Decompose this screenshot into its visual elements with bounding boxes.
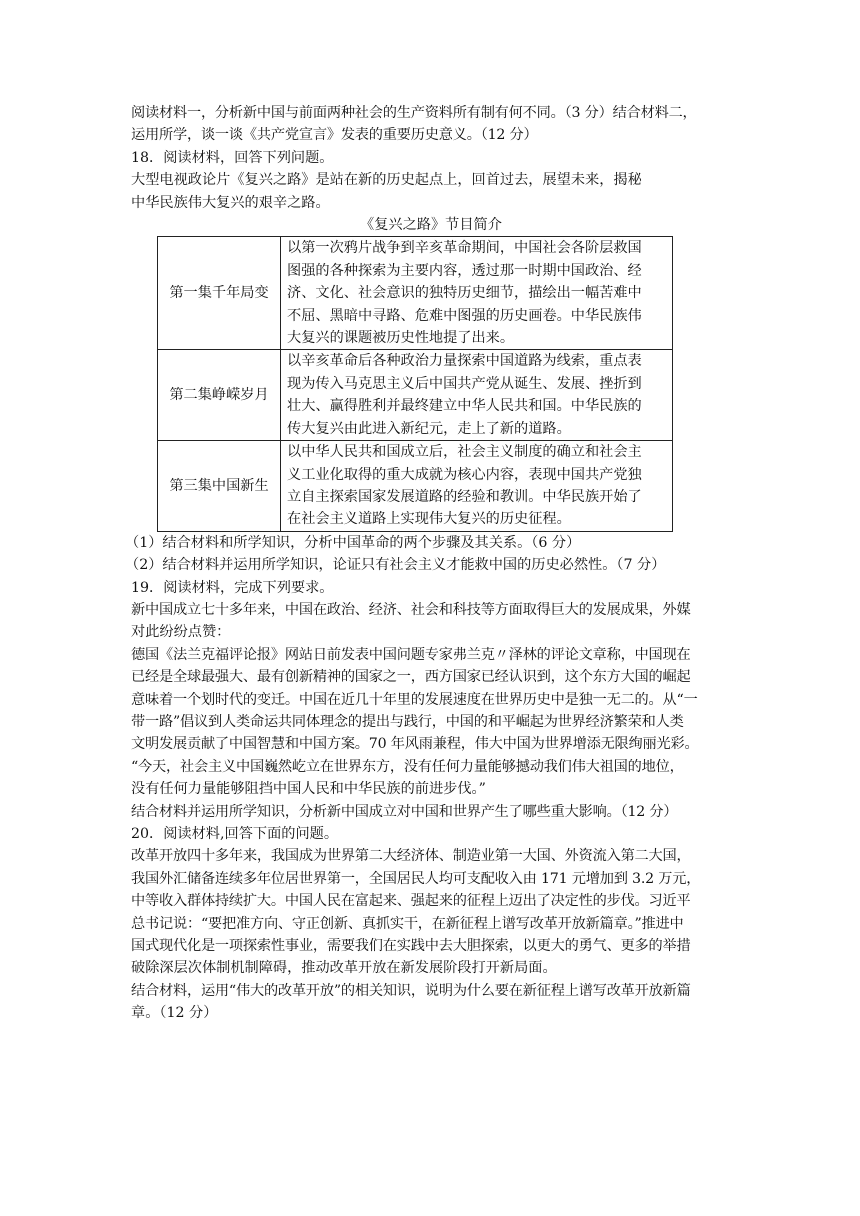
q20-question: 章。（12 分）	[131, 1005, 218, 1022]
q19-line: 没有任何力量能够阻挡中国人民和中华民族的前进步伐。”	[131, 781, 486, 798]
q18-sub-question-2: （2）结合材料并运用所学知识，论证只有社会主义才能救中国的历史必然性。（7 分）	[125, 557, 666, 574]
description-line: 济、文化、社会意识的独特历史细节，描绘出一幅苦难中	[287, 285, 642, 302]
program-intro-table	[157, 236, 673, 531]
q20-line: 总书记说：“要把准方向、守正创新、真抓实干，在新征程上谱写改革开放新篇章。”推进中	[131, 915, 684, 932]
description-line: 不屈、黑暗中寻路、危难中图强的历史画卷。中华民族伟	[287, 307, 642, 324]
table-row	[158, 237, 673, 350]
q19-line: “今天，社会主义中国巍然屹立在世界东方，没有任何力量能够撼动我们伟大祖国的地位，	[131, 758, 684, 775]
description-line: 图强的各种探索为主要内容，透过那一时期中国政治、经	[287, 262, 642, 279]
q18-line-1: 大型电视政论片《复兴之路》是站在新的历史起点上，回首过去，展望未来，揭秘	[131, 172, 642, 189]
description-line: 以中华人民共和国成立后，社会主义制度的确立和社会主	[287, 444, 642, 461]
episode-name: 第二集峥嵘岁月	[158, 350, 281, 441]
description-line: 立自主探索国家发展道路的经验和教训。中华民族开始了	[287, 488, 642, 505]
q18-line-2: 中华民族伟大复兴的艰辛之路。	[131, 194, 330, 211]
episode-description	[281, 350, 673, 441]
q20-line: 我国外汇储备连续多年位居世界第一，全国居民人均可支配收入由 171 元增加到 3.2 万元，	[131, 870, 701, 887]
q20-heading: 20．阅读材料,回答下面的问题。	[131, 826, 339, 842]
q20-line: 改革开放四十多年来，我国成为世界第二大经济体、制造业第一大国、外资流入第二大国，	[131, 848, 691, 865]
description-line: 传大复兴由此进入新纪元，走上了新的道路。	[287, 420, 571, 437]
q19-line: 德国《法兰克福评论报》网站日前发表中国问题专家弗兰克〃泽林的评论文章称，中国现在	[131, 646, 691, 663]
q20-line: 破除深层次体制机制障碍，推动改革开放在新发展阶段打开新局面。	[131, 960, 557, 977]
intro-line-1: 阅读材料一，分析新中国与前面两种社会的生产资料所有制有何不同。（3 分）结合材料二，	[131, 105, 697, 121]
q19-line: 意味着一个划时代的变迁。中国在近几十年里的发展速度在世界历史中是独一无二的。从“一	[131, 691, 698, 708]
table-row	[158, 350, 673, 441]
q19-line: 文明发展贡献了中国智慧和中国方案。70 年风雨兼程，伟大中国为世界增添无限绚丽光彩。	[131, 736, 699, 753]
description-line: 壮大、赢得胜利并最终建立中华人民共和国。中华民族的	[287, 398, 642, 415]
table-title: 《复兴之路》节目简介	[360, 217, 502, 234]
description-line: 在社会主义道路上实现伟大复兴的历史征程。	[287, 511, 571, 528]
q20-question: 结合材料，运用“伟大的改革开放”的相关知识，说明为什么要在新征程上谱写改革开放新篇	[131, 982, 691, 999]
q20-line: 国式现代化是一项探索性事业，需要我们在实践中去大胆探索，以更大的勇气、更多的举措	[131, 938, 691, 955]
description-line: 义工业化取得的重大成就为核心内容，表现中国共产党独	[287, 466, 642, 483]
description-line: 现为传入马克思主义后中国共产党从诞生、发展、挫折到	[287, 375, 642, 392]
description-line: 大复兴的课题被历史性地提了出来。	[287, 330, 515, 347]
episode-name: 第一集千年局变	[158, 237, 281, 350]
description-line: 以第一次鸦片战争到辛亥革命期间，中国社会各阶层救国	[287, 240, 642, 257]
episode-name: 第三集中国新生	[158, 441, 281, 532]
q20-line: 中等收入群体持续扩大。中国人民在富起来、强起来的征程上迈出了决定性的步伐。习近平	[131, 893, 691, 910]
table-row	[158, 441, 673, 532]
q18-heading: 18．阅读材料，回答下列问题。	[131, 149, 334, 166]
q19-heading: 19．阅读材料，完成下列要求。	[131, 579, 334, 596]
q19-line: 带一路”倡议到人类命运共同体理念的提出与践行，中国的和平崛起为世界经济繁荣和人类	[131, 713, 684, 730]
document-page	[125, 102, 731, 1025]
q19-line: 对此纷纷点赞：	[131, 624, 231, 641]
description-line: 以辛亥革命后各种政治力量探索中国道路为线索，重点表	[287, 353, 642, 370]
intro-line-2: 运用所学，谈一谈《共产党宣言》发表的重要历史意义。（12 分）	[131, 127, 538, 144]
episode-description	[281, 441, 673, 532]
q19-question: 结合材料并运用所学知识，分析新中国成立对中国和世界产生了哪些重大影响。（12 分）	[131, 803, 678, 820]
q18-sub-question-1: （1）结合材料和所学知识，分析中国革命的两个步骤及其关系。（6 分）	[125, 534, 581, 551]
q19-line: 已经是全球最强大、最有创新精神的国家之一，西方国家已经认识到，这个东方大国的崛起	[131, 669, 691, 686]
episode-description	[281, 237, 673, 350]
q19-line: 新中国成立七十多年来，中国在政治、经济、社会和科技等方面取得巨大的发展成果，外媒	[131, 601, 691, 618]
